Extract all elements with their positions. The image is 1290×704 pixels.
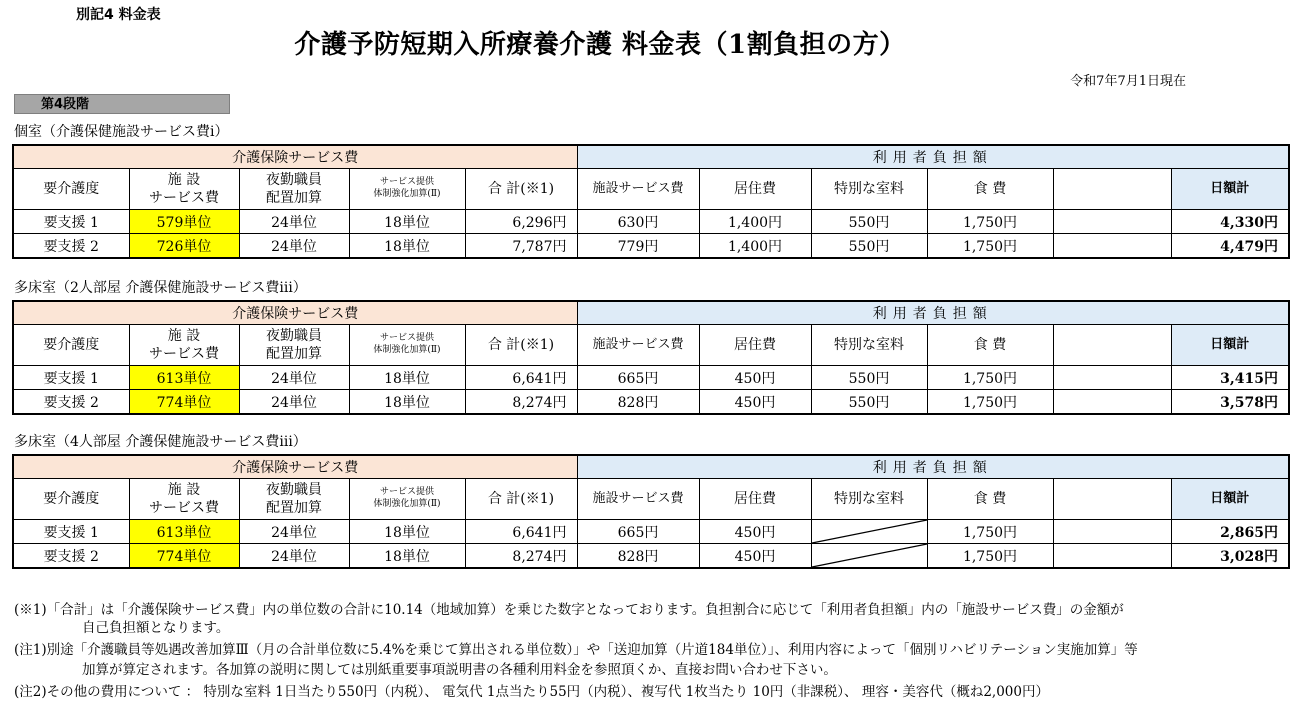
cell-daily-total: 3,578円 (1171, 390, 1289, 415)
cell-daily-total: 4,479円 (1171, 234, 1289, 259)
cell-sum: 8,274円 (465, 390, 577, 415)
cell-user-facility: 828円 (577, 390, 699, 415)
col-header-user-facility: 施設サービス費 (577, 325, 699, 366)
cell-blank (1053, 390, 1171, 415)
room-type-label: 多床室（4人部屋 介護保健施設サービス費ⅲ） (14, 434, 307, 450)
cell-night-units: 24単位 (239, 390, 349, 415)
cell-service-units: 18単位 (349, 366, 465, 390)
col-header-special-room: 特別な室料 (811, 479, 927, 520)
cell-daily-total: 3,028円 (1171, 544, 1289, 569)
col-header-user-facility: 施設サービス費 (577, 479, 699, 520)
cell-blank (1053, 366, 1171, 390)
cell-user-facility: 630円 (577, 210, 699, 234)
not-applicable-cell (811, 520, 927, 544)
cell-residence: 450円 (699, 520, 811, 544)
cell-user-facility: 779円 (577, 234, 699, 259)
cell-meal: 1,750円 (927, 234, 1053, 259)
col-header-level: 要介護度 (13, 325, 129, 366)
cell-night-units: 24単位 (239, 366, 349, 390)
cell-residence: 1,400円 (699, 210, 811, 234)
cell-level: 要支援 2 (13, 390, 129, 415)
cell-special-room: 550円 (811, 366, 927, 390)
col-header-service: サービス提供 体制強化加算(Ⅱ) (349, 479, 465, 520)
cell-level: 要支援 2 (13, 234, 129, 259)
table-row (13, 234, 1289, 259)
cell-daily-total: 2,865円 (1171, 520, 1289, 544)
cell-meal: 1,750円 (927, 210, 1053, 234)
cell-meal: 1,750円 (927, 366, 1053, 390)
cell-night-units: 24単位 (239, 210, 349, 234)
cell-blank (1053, 520, 1171, 544)
col-header-meal: 食 費 (927, 325, 1053, 366)
cell-residence: 450円 (699, 544, 811, 569)
col-header-facility: 施 設 サービス費 (129, 325, 239, 366)
cell-sum: 6,296円 (465, 210, 577, 234)
cell-night-units: 24単位 (239, 544, 349, 569)
care-group-header: 介護保険サービス費 (13, 455, 577, 479)
page-title: 介護予防短期入所療養介護 料金表（1割負担の方） (294, 30, 906, 60)
table-row (13, 390, 1289, 415)
cell-service-units: 18単位 (349, 234, 465, 259)
col-header-daily-total: 日額計 (1171, 169, 1289, 210)
cell-blank (1053, 544, 1171, 569)
col-header-residence: 居住費 (699, 169, 811, 210)
cell-night-units: 24単位 (239, 234, 349, 259)
col-header-special-room: 特別な室料 (811, 325, 927, 366)
cell-meal: 1,750円 (927, 390, 1053, 415)
user-group-header: 利用者負担額 (577, 301, 1289, 325)
document-label: 別記4 料金表 (76, 7, 161, 23)
cell-facility-units: 774単位 (129, 390, 239, 415)
cell-residence: 450円 (699, 366, 811, 390)
col-header-sum: 合 計(※1) (465, 169, 577, 210)
col-header-meal: 食 費 (927, 479, 1053, 520)
col-header-service: サービス提供 体制強化加算(Ⅱ) (349, 169, 465, 210)
note-1: (※1)「合計」は「介護保険サービス費」内の単位数の合計に10.14（地域加算）を乗じた数字となっております。負担割合に応じて「利用者負担額」内の「施設サービス費」の金額が (14, 602, 1124, 618)
fee-table (12, 144, 1290, 259)
cell-blank (1053, 210, 1171, 234)
col-header-residence: 居住費 (699, 479, 811, 520)
cell-special-room: 550円 (811, 390, 927, 415)
fee-table (12, 300, 1290, 415)
cell-sum: 6,641円 (465, 366, 577, 390)
cell-level: 要支援 2 (13, 544, 129, 569)
cell-daily-total: 3,415円 (1171, 366, 1289, 390)
user-group-header: 利用者負担額 (577, 455, 1289, 479)
cell-facility-units: 613単位 (129, 366, 239, 390)
cell-sum: 8,274円 (465, 544, 577, 569)
care-group-header: 介護保険サービス費 (13, 145, 577, 169)
effective-date: 令和7年7月1日現在 (1070, 74, 1186, 89)
tier-badge: 第4段階 (14, 94, 230, 114)
cell-sum: 6,641円 (465, 520, 577, 544)
col-header-night: 夜勤職員 配置加算 (239, 169, 349, 210)
cell-meal: 1,750円 (927, 520, 1053, 544)
fee-table (12, 454, 1290, 569)
cell-user-facility: 665円 (577, 366, 699, 390)
col-header-residence: 居住費 (699, 325, 811, 366)
cell-special-room: 550円 (811, 234, 927, 259)
col-header-night: 夜勤職員 配置加算 (239, 479, 349, 520)
user-group-header: 利用者負担額 (577, 145, 1289, 169)
cell-level: 要支援 1 (13, 366, 129, 390)
cell-user-facility: 665円 (577, 520, 699, 544)
cell-facility-units: 774単位 (129, 544, 239, 569)
col-header-level: 要介護度 (13, 169, 129, 210)
col-header-daily-total: 日額計 (1171, 325, 1289, 366)
cell-service-units: 18単位 (349, 390, 465, 415)
cell-level: 要支援 1 (13, 520, 129, 544)
col-header-sum: 合 計(※1) (465, 325, 577, 366)
col-header-service: サービス提供 体制強化加算(Ⅱ) (349, 325, 465, 366)
cell-service-units: 18単位 (349, 210, 465, 234)
cell-meal: 1,750円 (927, 544, 1053, 569)
cell-night-units: 24単位 (239, 520, 349, 544)
col-header-user-facility: 施設サービス費 (577, 169, 699, 210)
col-header-facility: 施 設 サービス費 (129, 169, 239, 210)
cell-service-units: 18単位 (349, 520, 465, 544)
cell-user-facility: 828円 (577, 544, 699, 569)
cell-daily-total: 4,330円 (1171, 210, 1289, 234)
col-header-sum: 合 計(※1) (465, 479, 577, 520)
room-type-label: 個室（介護保健施設サービス費ⅰ） (14, 124, 229, 140)
cell-facility-units: 726単位 (129, 234, 239, 259)
note-3: (注2)その他の費用について ： 特別な室料 1日当たり550円（内税）、 電気代 1点当たり55円（内税）、複写代 1枚当たり 10円（非課税）、 理容・美容代（概ね2,000円） (14, 684, 1049, 700)
table-row (13, 544, 1289, 569)
cell-special-room: 550円 (811, 210, 927, 234)
not-applicable-cell (811, 544, 927, 569)
cell-level: 要支援 1 (13, 210, 129, 234)
note-2-cont: 加算が算定されます。各加算の説明に関しては別紙重要事項説明書の各種利用料金を参照頂くか、直接お問い合わせ下さい。 (82, 662, 837, 678)
col-header-daily-total: 日額計 (1171, 479, 1289, 520)
cell-facility-units: 613単位 (129, 520, 239, 544)
cell-residence: 450円 (699, 390, 811, 415)
cell-residence: 1,400円 (699, 234, 811, 259)
room-type-label: 多床室（2人部屋 介護保健施設サービス費ⅲ） (14, 280, 307, 296)
note-2: (注1)別途「介護職員等処遇改善加算Ⅲ（月の合計単位数に5.4%を乗じて算出される単位数）」や「送迎加算（片道184単位）」、利用内容によって「個別リハビリテーション実施加算」等 (14, 642, 1138, 658)
table-row (13, 210, 1289, 234)
note-1-cont: 自己負担額となります。 (82, 620, 230, 636)
col-header-meal: 食 費 (927, 169, 1053, 210)
care-group-header: 介護保険サービス費 (13, 301, 577, 325)
cell-facility-units: 579単位 (129, 210, 239, 234)
col-header-night: 夜勤職員 配置加算 (239, 325, 349, 366)
col-header-facility: 施 設 サービス費 (129, 479, 239, 520)
table-row (13, 366, 1289, 390)
col-header-special-room: 特別な室料 (811, 169, 927, 210)
cell-sum: 7,787円 (465, 234, 577, 259)
cell-blank (1053, 234, 1171, 259)
col-header-level: 要介護度 (13, 479, 129, 520)
table-row (13, 520, 1289, 544)
cell-service-units: 18単位 (349, 544, 465, 569)
